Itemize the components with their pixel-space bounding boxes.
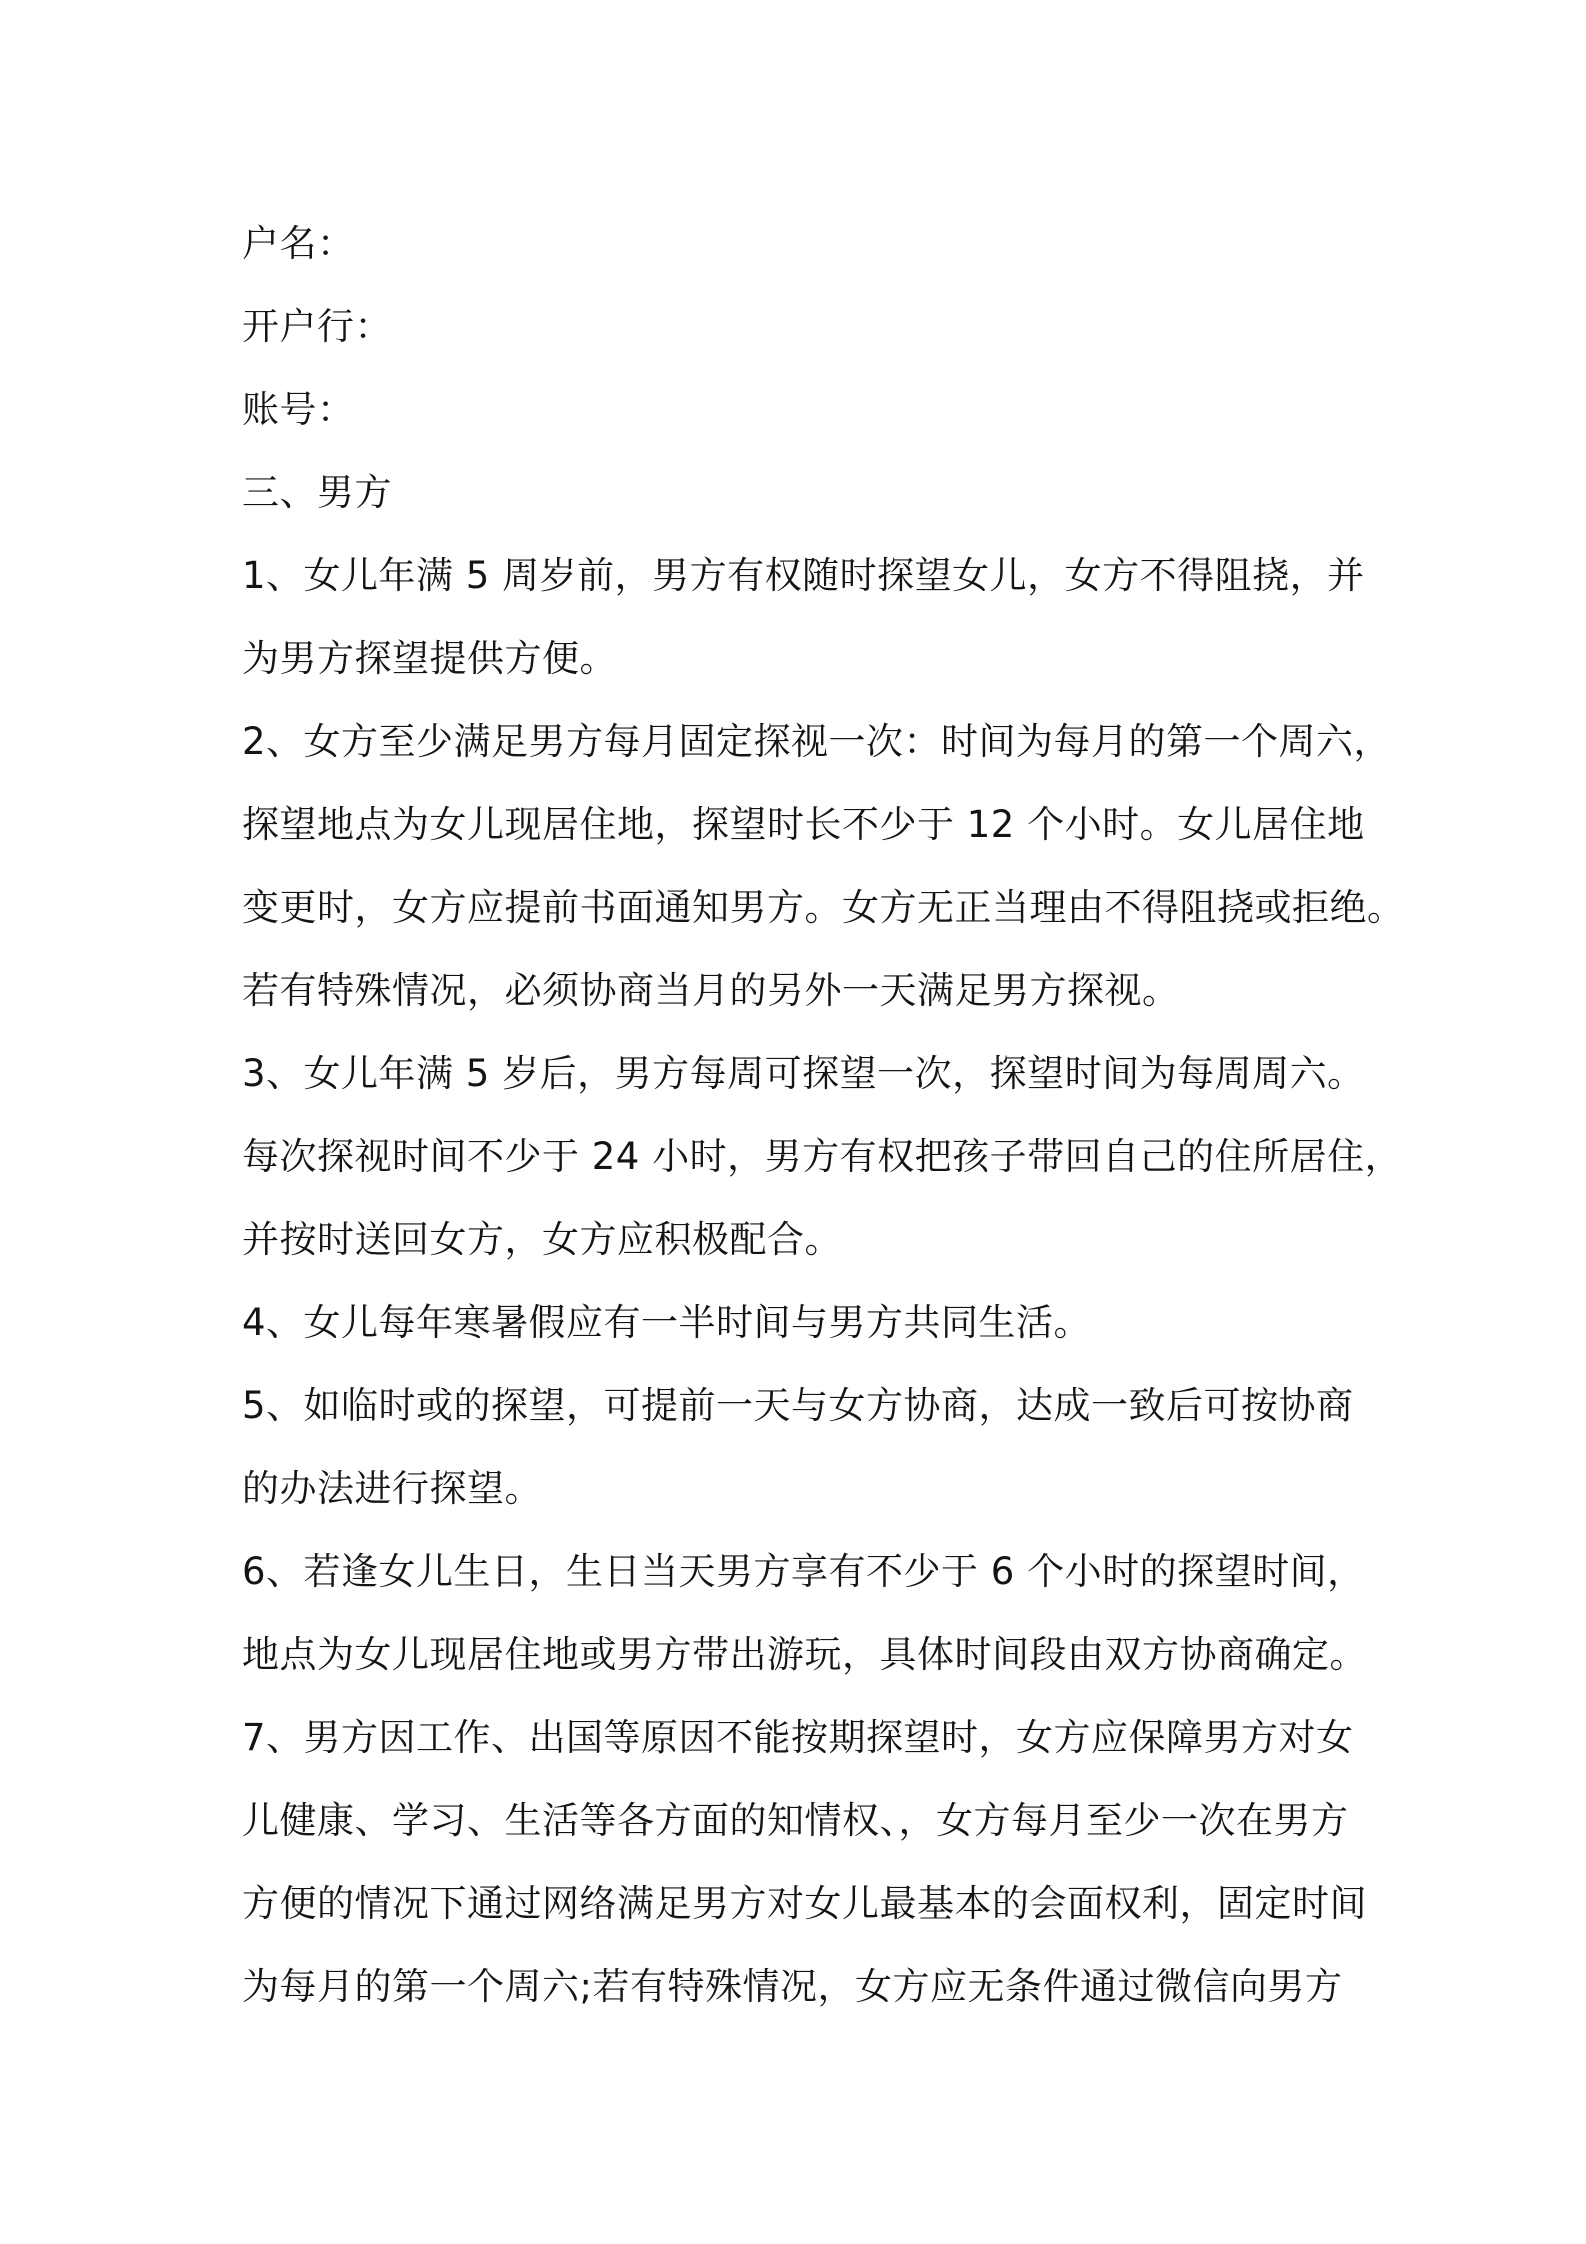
clause-1-line-2: 为男方探望提供方便。 — [242, 637, 617, 680]
clause-3-line-1: 3、女儿年满 5 岁后，男方每周可探望一次，探望时间为每周周六。 — [242, 1052, 1365, 1095]
account-name-line: 户名： — [242, 222, 355, 265]
clause-7-line-1: 7、男方因工作、出国等原因不能按期探望时，女方应保障男方对女 — [242, 1716, 1354, 1759]
clause-7-line-2: 儿健康、学习、生活等各方面的知情权、，女方每月至少一次在男方 — [242, 1799, 1349, 1842]
section-heading: 三、男方 — [242, 471, 392, 514]
clause-7-line-3: 方便的情况下通过网络满足男方对女儿最基本的会面权利，固定时间 — [242, 1882, 1367, 1925]
clause-5-line-1: 5、如临时或的探望，可提前一天与女方协商，达成一致后可按协商 — [242, 1384, 1354, 1427]
account-number-line: 账号： — [242, 388, 355, 431]
bank-line: 开户行： — [242, 305, 392, 348]
clause-4-line-1: 4、女儿每年寒暑假应有一半时间与男方共同生活。 — [242, 1301, 1092, 1344]
clause-2-line-4: 若有特殊情况，必须协商当月的另外一天满足男方探视。 — [242, 969, 1180, 1012]
clause-3-line-2: 每次探视时间不少于 24 小时，男方有权把孩子带回自己的住所居住， — [242, 1135, 1403, 1178]
clause-5-line-2: 的办法进行探望。 — [242, 1467, 542, 1510]
clause-2-line-1: 2、女方至少满足男方每月固定探视一次：时间为每月的第一个周六， — [242, 720, 1392, 763]
clause-7-line-4: 为每月的第一个周六;若有特殊情况，女方应无条件通过微信向男方 — [242, 1965, 1343, 2008]
clause-6-line-2: 地点为女儿现居住地或男方带出游玩，具体时间段由双方协商确定。 — [242, 1633, 1367, 1676]
document-body — [242, 202, 1405, 2028]
clause-2-line-3: 变更时，女方应提前书面通知男方。女方无正当理由不得阻挠或拒绝。 — [242, 886, 1405, 929]
clause-6-line-1: 6、若逢女儿生日，生日当天男方享有不少于 6 个小时的探望时间， — [242, 1550, 1365, 1593]
clause-3-line-3: 并按时送回女方，女方应积极配合。 — [242, 1218, 842, 1261]
clause-1-line-1: 1、女儿年满 5 周岁前，男方有权随时探望女儿，女方不得阻挠，并 — [242, 554, 1365, 597]
clause-2-line-2: 探望地点为女儿现居住地，探望时长不少于 12 个小时。女儿居住地 — [242, 803, 1365, 846]
